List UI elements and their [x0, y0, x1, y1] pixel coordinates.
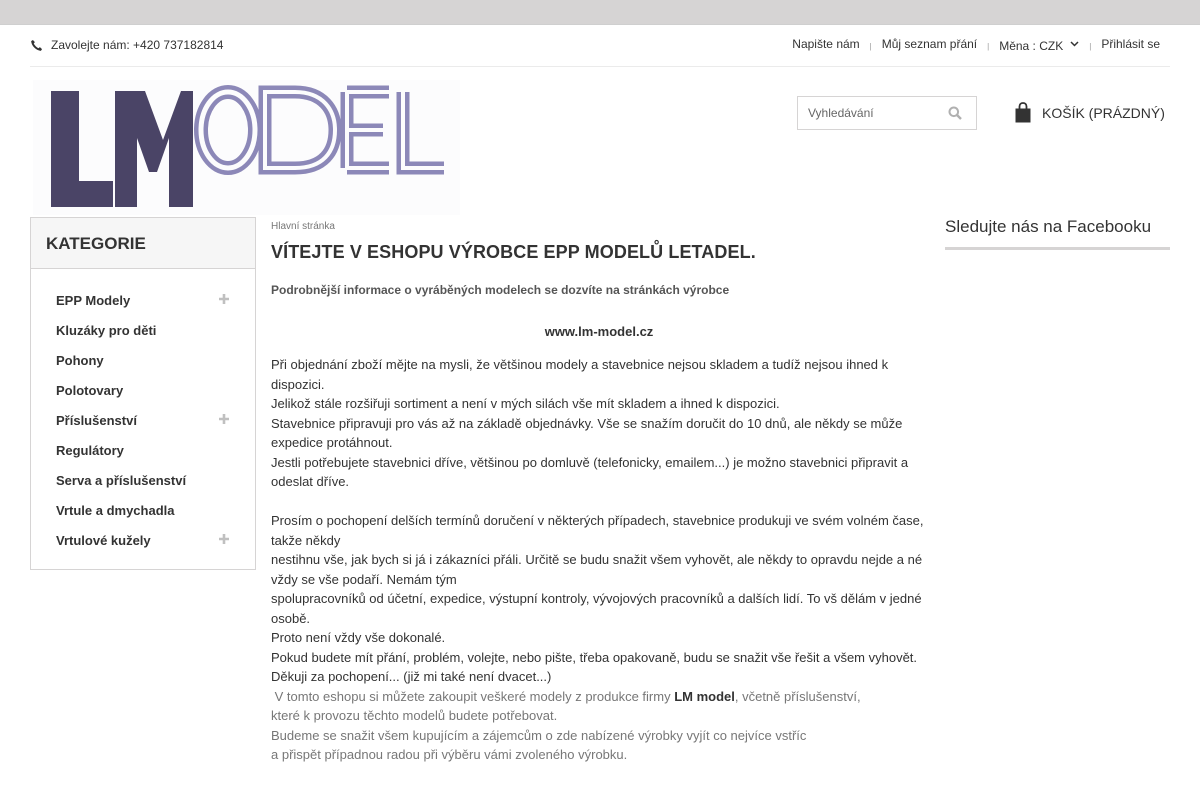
intro-text: Podrobnější informace o vyráběných modelech se dozvíte na stránkách výrobce — [271, 283, 730, 297]
text-line: Budeme se snažit všem kupujícím a zájemcům o zde nabízené výrobky vyjít co nejvíce vstříc — [271, 727, 807, 743]
text-line: nestihnu vše, jak bych si já i zákazníci přáli. Určitě se budu snažit všem vyhovět, ale někdy to opravdu nejde a né vždy se vše podaří. Nemám tým — [271, 552, 923, 587]
expand-plus-icon[interactable] — [217, 292, 231, 306]
category-label: Příslušenství — [56, 412, 137, 428]
search-box — [797, 96, 977, 130]
text-line: Pokud budete mít přání, problém, volejte, nebo pište, třeba opakovaně, budu se snažit vše řešit a všem vyhovět. — [271, 649, 918, 665]
text-line: Děkuji za pochopení... (již mi také není dvacet...) — [271, 669, 552, 684]
eshop-prefix: V tomto eshopu si můžete zakoupit veškeré modely z produkce firmy — [271, 688, 675, 704]
header-nav-bar — [30, 25, 1170, 67]
login-link[interactable]: Přihlásit se — [1101, 37, 1160, 51]
cart-button[interactable] — [1014, 102, 1165, 123]
nav-separator: | — [869, 41, 872, 51]
text-line: Stavebnice připravuji pro vás až na základě objednávky. Vše se snažím doručit do 10 dnů, ale někdy se může expedice protáhnout. — [271, 415, 903, 450]
search-button[interactable] — [948, 106, 962, 123]
text-line: Při objednání zboží mějte na mysli, že většinou modely a stavebnice nejsou skladem a tudíž nejsou ihned k dispozici. — [271, 357, 889, 392]
phone-icon — [30, 39, 43, 52]
main-content — [271, 217, 927, 765]
page-title: VÍTEJTE V ESHOPU VÝROBCE EPP MODELŮ LETADEL. — [271, 242, 756, 262]
top-strip — [0, 0, 1200, 25]
wishlist-link[interactable]: Můj seznam přání — [881, 37, 978, 51]
category-label: Polotovary — [56, 382, 124, 398]
text-line: spolupracovníků od účetní, expedice, výstupní kontroly, vývojových pracovníků a dalších lidí. To vš dělám v jedné osobě. — [271, 591, 922, 626]
currency-label: Měna : CZK — [999, 39, 1064, 53]
text-line: a přispět případnou radou při výběru vámi zvoleného výrobku. — [271, 747, 628, 762]
category-label: Vrtulové kužely — [56, 532, 151, 548]
shopping-bag-icon — [1014, 102, 1032, 123]
category-item-regulatory[interactable] — [31, 435, 255, 465]
category-label: Vrtule a dmychadla — [56, 502, 175, 518]
eshop-suffix: , včetně příslušenství, — [734, 688, 861, 704]
text-line: Prosím o pochopení delších termínů doručení v některých případech, stavebnice produkuji ve svém volném čase, takže někdy — [271, 513, 924, 548]
category-item-prislusenstvi[interactable] — [31, 405, 255, 435]
eshop-description-line — [271, 687, 927, 707]
info-text — [271, 355, 927, 765]
nav-separator: | — [987, 41, 990, 51]
currency-selector[interactable] — [999, 39, 1079, 53]
category-label: Pohony — [56, 352, 104, 368]
text-line: Proto není vždy vše dokonalé. — [271, 630, 446, 645]
user-nav — [792, 37, 1160, 51]
shop-logo[interactable] — [33, 80, 460, 215]
category-item-vrtulove-kuzely[interactable] — [31, 525, 255, 555]
expand-plus-icon[interactable] — [217, 532, 231, 546]
facebook-title: Sledujte nás na Facebooku — [945, 217, 1170, 250]
category-item-pohony[interactable] — [31, 345, 255, 375]
breadcrumb[interactable] — [271, 221, 927, 232]
lm-model-logo — [33, 80, 460, 215]
category-label: Kluzáky pro děti — [56, 322, 157, 338]
paragraph-gap — [271, 492, 927, 512]
contact-link[interactable]: Napište nám — [792, 37, 860, 51]
search-icon — [948, 106, 962, 120]
text-line: Jelikož stále rozšiřuji sortiment a není v mých silách vše mít skladem a ihned k dispozici. — [271, 396, 780, 411]
cart-label: KOŠÍK (PRÁZDNÝ) — [1042, 104, 1165, 121]
category-item-serva[interactable] — [31, 465, 255, 495]
category-sidebar — [30, 217, 256, 570]
search-input[interactable] — [798, 97, 938, 129]
breadcrumb-home[interactable]: Hlavní stránka — [271, 221, 335, 232]
category-item-kluzaky[interactable] — [31, 315, 255, 345]
facebook-box — [945, 217, 1170, 250]
category-list — [31, 269, 255, 555]
category-item-epp-modely[interactable] — [31, 285, 255, 315]
category-label: Serva a příslušenství — [56, 472, 187, 488]
category-item-vrtule[interactable] — [31, 495, 255, 525]
expand-plus-icon[interactable] — [217, 412, 231, 426]
text-line: které k provozu těchto modelů budete potřebovat. — [271, 708, 558, 723]
manufacturer-site-link[interactable]: www.lm-model.cz — [544, 324, 654, 339]
category-item-polotovary[interactable] — [31, 375, 255, 405]
category-label: EPP Modely — [56, 292, 131, 308]
category-label: Regulátory — [56, 442, 124, 458]
eshop-brand: LM model — [674, 688, 735, 704]
phone-text: Zavolejte nám: +420 737182814 — [51, 38, 224, 52]
nav-separator: | — [1089, 41, 1092, 51]
chevron-down-icon — [1070, 41, 1079, 47]
phone-contact — [30, 38, 223, 52]
sidebar-title: KATEGORIE — [31, 218, 255, 269]
text-line: Jestli potřebujete stavebnici dříve, většinou po domluvě (telefonicky, emailem...) je možno stavebnici připravit a odeslat dříve. — [271, 454, 909, 489]
